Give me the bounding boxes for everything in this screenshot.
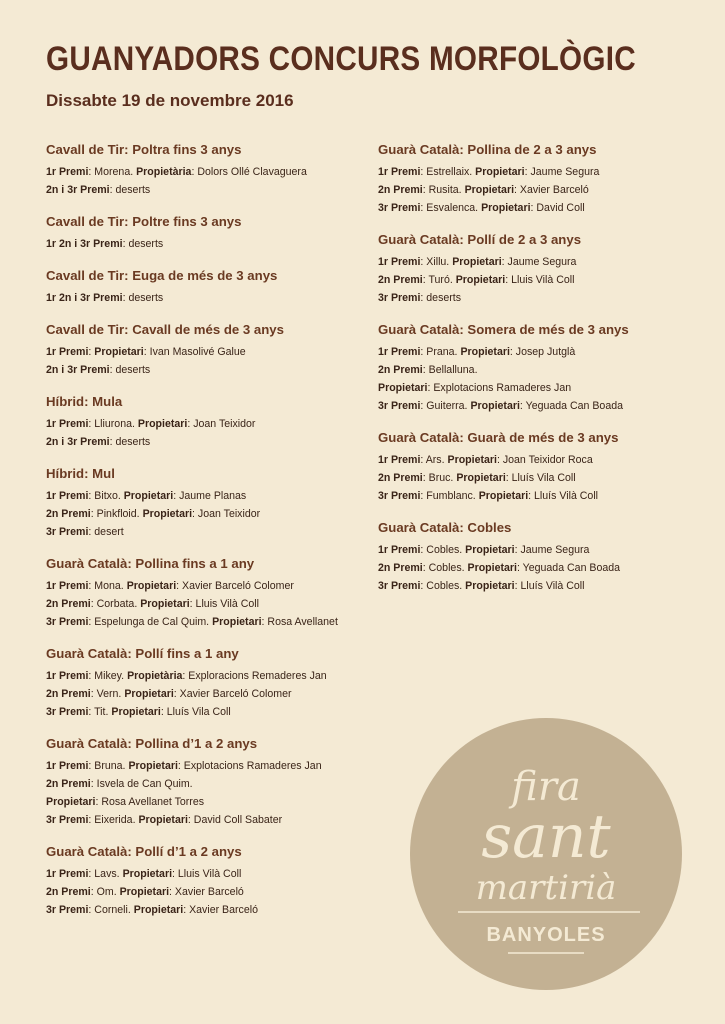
prize-value: : Rosa Avellanet [261, 616, 338, 628]
prize-value: : Xavier Barceló Colomer [173, 688, 292, 700]
prize-value: : Lluís Vila Coll [505, 472, 576, 484]
section-title: Guarà Català: Pollina fins a 1 any [46, 556, 255, 571]
prize-line [378, 451, 708, 469]
prize-label: 2n i 3r Premi [46, 184, 110, 196]
section-title: Guarà Català: Pollina de 2 a 3 anys [378, 142, 597, 157]
prize-line [46, 343, 376, 361]
fira-sant-martiria-logo [408, 716, 684, 992]
prize-label: 1r 2n i 3r Premi [46, 238, 123, 250]
section-title: Guarà Català: Guarà de més de 3 anys [378, 430, 619, 445]
prize-label: 1r 2n i 3r Premi [46, 292, 123, 304]
prize-label: Propietari [467, 562, 517, 574]
prize-label: 3r Premi [378, 400, 421, 412]
prize-value: : Lluís Vila Coll [160, 706, 231, 718]
prize-label: Propietària [127, 670, 183, 682]
prize-label: Propietari [465, 544, 515, 556]
section-title: Cavall de Tir: Poltre fins 3 anys [46, 214, 242, 229]
prize-section [378, 142, 708, 217]
prize-label: Propietari [123, 490, 174, 502]
prize-label: 2n i 3r Premi [46, 364, 110, 376]
prize-value: : Josep Jutglà [509, 346, 576, 358]
prize-line [46, 505, 376, 523]
prize-label: 2n Premi [378, 472, 423, 484]
section-title: Cavall de Tir: Cavall de més de 3 anys [46, 322, 284, 337]
prize-label: 2n Premi [46, 598, 91, 610]
prize-line [46, 667, 376, 685]
prize-value: : Joan Teixidor [187, 418, 256, 430]
prize-line [378, 577, 708, 595]
prize-label: 1r Premi [46, 580, 89, 592]
prize-line [378, 271, 708, 289]
prize-value: : Ars. [420, 454, 448, 466]
prize-label: Propietari [94, 346, 144, 358]
prize-label: 1r Premi [378, 454, 421, 466]
prize-label: 2n Premi [378, 274, 423, 286]
prize-line [378, 181, 708, 199]
prize-line [46, 685, 376, 703]
prize-label: 3r Premi [378, 292, 421, 304]
prize-line [378, 343, 708, 361]
prize-label: Propietari [475, 166, 525, 178]
prize-label: 2n Premi [378, 184, 423, 196]
prize-label: Propietari [478, 490, 529, 502]
prize-line [46, 289, 376, 307]
prize-value: : Xavier Barceló [514, 184, 589, 196]
prize-value: : Xavier Barceló [183, 904, 258, 916]
prize-line [378, 397, 708, 415]
prize-label: 2n Premi [46, 688, 91, 700]
prize-line [378, 541, 708, 559]
prize-label: 2n Premi [378, 364, 423, 376]
prize-value: : Lavs. [88, 868, 123, 880]
prize-label: 3r Premi [46, 904, 89, 916]
prize-value: : deserts [109, 364, 151, 376]
prize-label: Propietari [133, 904, 184, 916]
prize-value: : Espelunga de Cal Quim. [88, 616, 213, 628]
prize-value: : Xillu. [420, 256, 453, 268]
prize-label: 3r Premi [46, 706, 89, 718]
prize-line [46, 433, 376, 451]
prize-label: Propietari [212, 616, 262, 628]
section-title: Cavall de Tir: Poltra fins 3 anys [46, 142, 242, 157]
prize-line [46, 757, 376, 775]
prize-section [46, 394, 376, 451]
prize-label: 2n Premi [378, 562, 423, 574]
section-title: Guarà Català: Pollí de 2 a 3 anys [378, 232, 582, 247]
prize-value: : Bruna. [88, 760, 129, 772]
prize-value: : Joan Teixidor [192, 508, 261, 520]
prize-line [46, 811, 376, 829]
prize-label: Propietari [481, 202, 531, 214]
prize-value: : Lluís Vilà Coll [514, 580, 585, 592]
prize-value: : [88, 346, 95, 358]
prize-line [46, 415, 376, 433]
prize-label: 1r Premi [46, 868, 89, 880]
prize-label: 2n Premi [46, 778, 91, 790]
prize-line [378, 289, 708, 307]
prize-label: 1r Premi [378, 166, 421, 178]
prize-label: 2n i 3r Premi [46, 436, 110, 448]
prize-label: Propietari [140, 598, 190, 610]
prize-label: Propietari [128, 760, 178, 772]
prize-line [378, 469, 708, 487]
section-title: Guarà Català: Somera de més de 3 anys [378, 322, 629, 337]
section-title: Guarà Català: Pollina d’1 a 2 anys [46, 736, 258, 751]
prize-value: : Mona. [88, 580, 127, 592]
prize-line [378, 253, 708, 271]
prize-value: : Pinkfloid. [90, 508, 143, 520]
prize-label: Propietari [465, 580, 515, 592]
prize-value: : Ivan Masolivé Galue [143, 346, 246, 358]
prize-line [378, 199, 708, 217]
prize-label: 1r Premi [378, 544, 421, 556]
prize-value: : Morena. [88, 166, 137, 178]
prize-label: Propietari [137, 418, 188, 430]
prize-value: : Jaume Segura [524, 166, 600, 178]
prize-value: : deserts [109, 436, 151, 448]
prize-value: : Dolors Ollé Clavaguera [191, 166, 307, 178]
prize-label: Propietari [460, 346, 510, 358]
prize-value: : Explotacions Ramaderes Jan [177, 760, 322, 772]
logo-word-fira: fira [511, 764, 581, 810]
prize-value: : Tit. [88, 706, 112, 718]
left-column [46, 142, 376, 934]
prize-value: : Lluis Vilà Coll [189, 598, 259, 610]
prize-value: : Jaume Segura [514, 544, 590, 556]
prize-value: : Estrellaix. [420, 166, 476, 178]
prize-line [46, 595, 376, 613]
prize-label: 1r Premi [378, 256, 421, 268]
section-title: Híbrid: Mula [46, 394, 123, 409]
prize-section [378, 232, 708, 307]
prize-label: Propietari [378, 382, 428, 394]
prize-value: : Mikey. [88, 670, 128, 682]
prize-value: : Lluis Vilà Coll [172, 868, 242, 880]
prize-value: : Jaume Planas [173, 490, 247, 502]
prize-line [378, 487, 708, 505]
prize-label: Propietària [136, 166, 192, 178]
prize-value: : Turó. [422, 274, 456, 286]
prize-label: Propietari [464, 184, 515, 196]
prize-value: : Om. [90, 886, 120, 898]
prize-label: 2n Premi [46, 508, 91, 520]
prize-label: 1r Premi [46, 670, 89, 682]
prize-value: : Jaume Segura [501, 256, 577, 268]
prize-label: 3r Premi [378, 580, 421, 592]
prize-value: : Cobles. [420, 580, 466, 592]
prize-value: : Rosa Avellanet Torres [95, 796, 205, 808]
prize-line [46, 523, 376, 541]
prize-line [46, 613, 376, 631]
prize-value: : Eixerida. [88, 814, 139, 826]
prize-value: : deserts [122, 292, 164, 304]
prize-label: 1r Premi [46, 490, 89, 502]
section-title: Guarà Català: Cobles [378, 520, 512, 535]
prize-label: 1r Premi [378, 346, 421, 358]
prize-line [378, 559, 708, 577]
prize-value: : Bellalluna. [422, 364, 478, 376]
prize-section [46, 736, 376, 829]
prize-label: Propietari [111, 706, 161, 718]
prize-value: : Explotacions Ramaderes Jan [427, 382, 572, 394]
prize-value: : Cobles. [420, 544, 466, 556]
section-title: Cavall de Tir: Euga de més de 3 anys [46, 268, 278, 283]
prize-value: : Guiterra. [420, 400, 471, 412]
logo-word-martiria: martirià [475, 868, 617, 908]
prize-section [378, 430, 708, 505]
prize-label: Propietari [447, 454, 497, 466]
prize-value: : Corneli. [88, 904, 134, 916]
prize-line [46, 901, 376, 919]
prize-label: Propietari [126, 580, 177, 592]
prize-value: : Xavier Barceló [169, 886, 244, 898]
prize-value: : Yeguada Can Boada [519, 400, 623, 412]
prize-line [46, 487, 376, 505]
page-subtitle: Dissabte 19 de novembre 2016 [46, 91, 294, 110]
page-title: GUANYADORS CONCURS MORFOLÒGIC [46, 40, 636, 78]
prize-section [46, 466, 376, 541]
prize-line [46, 163, 376, 181]
prize-value: : desert [88, 526, 124, 538]
prize-value: : David Coll Sabater [187, 814, 283, 826]
prize-value: : Yeguada Can Boada [516, 562, 621, 574]
prize-section [46, 142, 376, 199]
prize-line [46, 181, 376, 199]
prize-section [46, 556, 376, 631]
prize-label: Propietari [470, 400, 520, 412]
prize-label: Propietari [138, 814, 188, 826]
right-column [378, 142, 708, 610]
prize-value: : Exploracions Remaderes Jan [182, 670, 327, 682]
section-title: Guarà Català: Pollí d’1 a 2 anys [46, 844, 242, 859]
prize-value: : Bitxo. [88, 490, 124, 502]
prize-label: 1r Premi [46, 346, 89, 358]
prize-line [46, 361, 376, 379]
prize-label: Propietari [142, 508, 193, 520]
prize-label: Propietari [119, 886, 170, 898]
prize-line [46, 775, 376, 793]
prize-line [46, 577, 376, 595]
prize-value: : Cobles. [422, 562, 468, 574]
prize-section [46, 214, 376, 253]
prize-value: : Prana. [420, 346, 461, 358]
prize-label: Propietari [122, 868, 173, 880]
prize-line [378, 379, 708, 397]
prize-value: : Isvela de Can Quim. [90, 778, 193, 790]
prize-value: : Esvalenca. [420, 202, 482, 214]
prize-label: 3r Premi [378, 202, 421, 214]
prize-line [46, 883, 376, 901]
prize-section [46, 844, 376, 919]
logo-word-banyoles: BANYOLES [486, 924, 606, 946]
prize-line [46, 865, 376, 883]
logo-word-sant: sant [481, 802, 611, 872]
prize-section [378, 520, 708, 595]
prize-value: : Fumblanc. [420, 490, 479, 502]
prize-label: 3r Premi [46, 616, 89, 628]
prize-label: Propietari [46, 796, 96, 808]
prize-section [46, 646, 376, 721]
prize-value: : deserts [122, 238, 164, 250]
prize-section [378, 322, 708, 415]
prize-label: Propietari [455, 274, 506, 286]
prize-label: 3r Premi [46, 814, 89, 826]
prize-value: : Corbata. [90, 598, 141, 610]
prize-label: 3r Premi [46, 526, 89, 538]
prize-label: Propietari [456, 472, 506, 484]
prize-section [46, 322, 376, 379]
prize-label: Propietari [124, 688, 174, 700]
prize-value: : deserts [420, 292, 462, 304]
prize-label: 2n Premi [46, 886, 91, 898]
prize-value: : Joan Teixidor Roca [496, 454, 593, 466]
prize-value: : Lliurona. [88, 418, 138, 430]
prize-line [46, 793, 376, 811]
prize-line [378, 163, 708, 181]
section-title: Guarà Català: Pollí fins a 1 any [46, 646, 239, 661]
prize-label: 1r Premi [46, 166, 89, 178]
prize-label: 1r Premi [46, 760, 89, 772]
prize-label: 1r Premi [46, 418, 89, 430]
prize-label: Propietari [452, 256, 502, 268]
prize-line [378, 361, 708, 379]
prize-value: : Lluís Vilà Coll [528, 490, 599, 502]
prize-value: : Bruc. [422, 472, 457, 484]
prize-value: : David Coll [530, 202, 585, 214]
prize-value: : Vern. [90, 688, 125, 700]
prize-value: : Lluis Vilà Coll [505, 274, 575, 286]
section-title: Híbrid: Mul [46, 466, 115, 481]
prize-label: 3r Premi [378, 490, 421, 502]
prize-value: : deserts [109, 184, 151, 196]
prize-value: : Rusita. [422, 184, 465, 196]
prize-section [46, 268, 376, 307]
prize-value: : Xavier Barceló Colomer [176, 580, 294, 592]
prize-line [46, 235, 376, 253]
prize-line [46, 703, 376, 721]
